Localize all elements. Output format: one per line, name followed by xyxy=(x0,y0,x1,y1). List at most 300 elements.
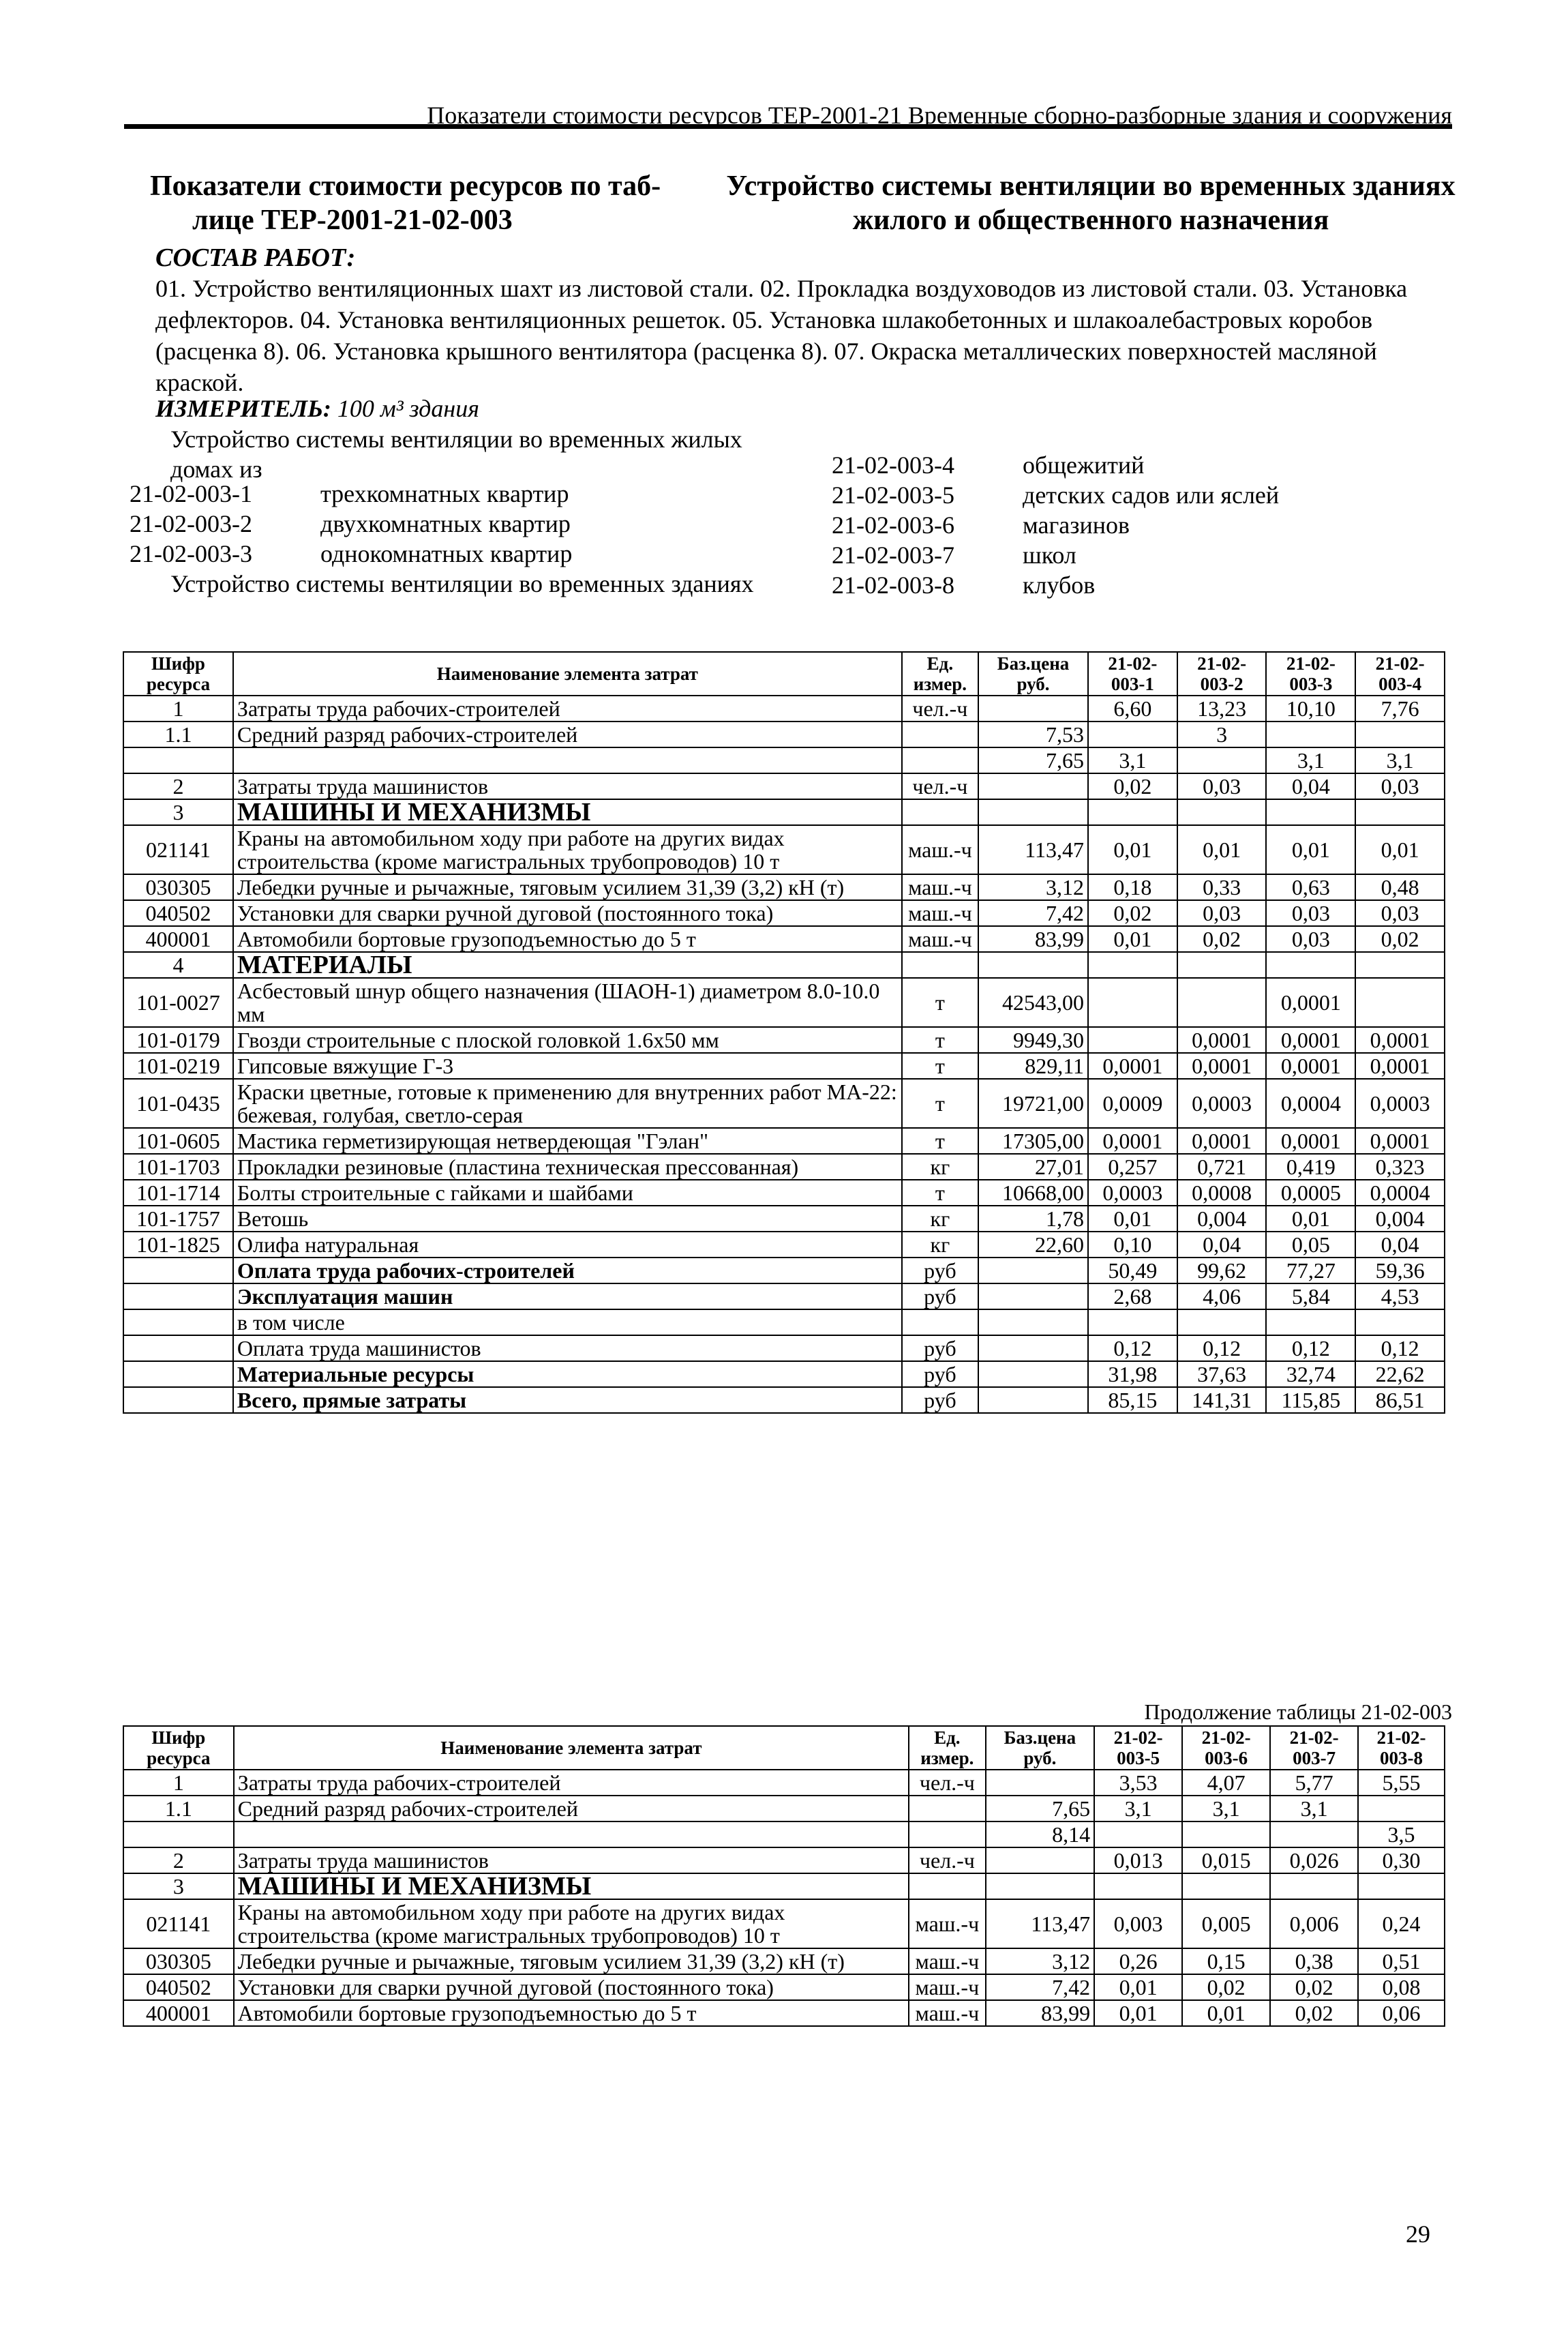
cell-price xyxy=(978,1258,1088,1283)
cell-unit: т xyxy=(902,1180,978,1206)
col-header: 21-02-003-2 xyxy=(1177,652,1267,696)
cell-value: 0,01 xyxy=(1088,926,1177,952)
cell-name: МАШИНЫ И МЕХАНИЗМЫ xyxy=(234,1873,909,1899)
table-row xyxy=(123,1974,1445,2000)
cell-name: Краски цветные, готовые к применению для внутренних работ МА-22: бежевая, голубая, светло-серая xyxy=(233,1079,902,1128)
table-row xyxy=(123,874,1445,900)
title-right-line1: Устройство системы вентиляции во временных зданиях xyxy=(726,170,1456,202)
cell-value: 0,15 xyxy=(1182,1948,1270,1974)
cell-value: 0,03 xyxy=(1355,900,1445,926)
cell-value: 0,0001 xyxy=(1088,1053,1177,1079)
cell-name: МАШИНЫ И МЕХАНИЗМЫ xyxy=(233,799,902,825)
cell-name: Затраты труда машинистов xyxy=(234,1847,909,1873)
cell-code: 101-0179 xyxy=(123,1027,233,1053)
col-header: 21-02-003-7 xyxy=(1270,1726,1358,1770)
cell-name xyxy=(233,747,902,773)
izmeritel xyxy=(155,394,479,423)
list-item: 21-02-003-8 клубов xyxy=(832,571,1096,599)
cell-code: 101-1714 xyxy=(123,1180,233,1206)
cell-value xyxy=(1182,1873,1270,1899)
cell-unit xyxy=(902,799,978,825)
cell-unit xyxy=(902,722,978,747)
cell-code xyxy=(123,1335,233,1361)
cell-unit: чел.-ч xyxy=(902,773,978,799)
cell-value: 0,02 xyxy=(1270,1974,1358,2000)
col-header: 21-02-003-8 xyxy=(1358,1726,1445,1770)
cell-value: 0,0009 xyxy=(1088,1079,1177,1128)
running-header: Показатели стоимости ресурсов ТЕР-2001-21 Временные сборно-разборные здания и сооружения xyxy=(427,102,1452,129)
col-header: Наименование элемента затрат xyxy=(234,1726,909,1770)
cell-value xyxy=(1088,978,1177,1027)
left-list xyxy=(130,479,784,569)
cell-value: 0,005 xyxy=(1182,1899,1270,1948)
cell-price xyxy=(978,1283,1088,1309)
izmeritel-value: 100 м³ здания xyxy=(337,395,479,422)
cell-unit: маш.-ч xyxy=(902,926,978,952)
table-row xyxy=(123,1335,1445,1361)
cell-value: 5,55 xyxy=(1358,1770,1445,1796)
cell-value: 0,38 xyxy=(1270,1948,1358,1974)
cell-value xyxy=(1177,1309,1267,1335)
cell-value: 0,12 xyxy=(1088,1335,1177,1361)
cell-code: 1.1 xyxy=(123,722,233,747)
cell-value: 3 xyxy=(1177,722,1267,747)
table-row xyxy=(123,2000,1445,2026)
title-left-line1: Показатели стоимости ресурсов по таб- xyxy=(150,170,661,202)
cell-value: 3,5 xyxy=(1358,1821,1445,1847)
cell-unit: чел.-ч xyxy=(902,696,978,722)
cell-unit: руб xyxy=(902,1283,978,1309)
cell-value xyxy=(1355,722,1445,747)
cell-value: 4,07 xyxy=(1182,1770,1270,1796)
cell-unit: маш.-ч xyxy=(909,2000,986,2026)
cell-value: 0,323 xyxy=(1355,1154,1445,1180)
cell-unit: кг xyxy=(902,1206,978,1232)
cell-value xyxy=(1266,952,1355,978)
cell-unit: кг xyxy=(902,1232,978,1258)
table-row xyxy=(123,900,1445,926)
cell-value: 0,0005 xyxy=(1266,1180,1355,1206)
cell-value: 0,0003 xyxy=(1177,1079,1267,1128)
cell-value xyxy=(1177,799,1267,825)
cell-price xyxy=(978,1309,1088,1335)
table-row xyxy=(123,747,1445,773)
cell-value: 0,419 xyxy=(1266,1154,1355,1180)
cell-unit xyxy=(909,1821,986,1847)
cell-price xyxy=(978,773,1088,799)
cell-price: 42543,00 xyxy=(978,978,1088,1027)
cell-value xyxy=(1355,978,1445,1027)
cell-value xyxy=(1177,978,1267,1027)
table-row xyxy=(123,773,1445,799)
cell-value: 0,26 xyxy=(1094,1948,1182,1974)
col-header: Баз.цена руб. xyxy=(978,652,1088,696)
table-row xyxy=(123,1258,1445,1283)
cell-unit: т xyxy=(902,1128,978,1154)
cell-code: 101-0605 xyxy=(123,1128,233,1154)
cell-price: 17305,00 xyxy=(978,1128,1088,1154)
cell-price: 113,47 xyxy=(978,825,1088,874)
cell-value: 0,0003 xyxy=(1355,1079,1445,1128)
cell-value: 0,03 xyxy=(1355,773,1445,799)
cell-price xyxy=(978,952,1088,978)
cell-code: 021141 xyxy=(123,825,233,874)
table-row xyxy=(123,926,1445,952)
list-item: 21-02-003-5 детских садов или яслей xyxy=(832,481,1280,509)
table-row xyxy=(123,1873,1445,1899)
cell-value: 0,006 xyxy=(1270,1899,1358,1948)
cell-value: 0,01 xyxy=(1088,1206,1177,1232)
cell-unit: т xyxy=(902,1053,978,1079)
cell-value: 0,0001 xyxy=(1177,1128,1267,1154)
cell-value: 32,74 xyxy=(1266,1361,1355,1387)
table-header-row xyxy=(123,1726,1445,1770)
list-item: 21-02-003-1 трехкомнатных квартир xyxy=(130,480,569,507)
table-row xyxy=(123,1053,1445,1079)
cell-value: 3,53 xyxy=(1094,1770,1182,1796)
cell-value: 0,12 xyxy=(1266,1335,1355,1361)
cell-value: 86,51 xyxy=(1355,1387,1445,1413)
resource-table-1 xyxy=(123,651,1445,1414)
cell-unit: маш.-ч xyxy=(909,1899,986,1948)
cell-value: 0,0001 xyxy=(1355,1027,1445,1053)
cell-name: Автомобили бортовые грузоподъемностью до 5 т xyxy=(234,2000,909,2026)
cell-value: 0,30 xyxy=(1358,1847,1445,1873)
cell-code: 1.1 xyxy=(123,1796,234,1821)
cell-value: 2,68 xyxy=(1088,1283,1177,1309)
cell-code: 1 xyxy=(123,1770,234,1796)
header-rule xyxy=(124,124,1452,129)
cell-value: 50,49 xyxy=(1088,1258,1177,1283)
cell-code: 3 xyxy=(123,1873,234,1899)
cell-value: 115,85 xyxy=(1266,1387,1355,1413)
cell-code xyxy=(123,1258,233,1283)
cell-value: 0,0001 xyxy=(1266,1027,1355,1053)
table-row xyxy=(123,1206,1445,1232)
cell-name: Средний разряд рабочих-строителей xyxy=(234,1796,909,1821)
title-left-line2: лице ТЕР-2001-21-02-003 xyxy=(192,205,513,236)
cell-unit: т xyxy=(902,978,978,1027)
cell-value: 3,1 xyxy=(1270,1796,1358,1821)
col-header: 21-02-003-6 xyxy=(1182,1726,1270,1770)
cell-name: Оплата труда рабочих-строителей xyxy=(233,1258,902,1283)
cell-value: 0,63 xyxy=(1266,874,1355,900)
cell-value xyxy=(1177,952,1267,978)
cell-value xyxy=(1088,1309,1177,1335)
cell-value: 5,84 xyxy=(1266,1283,1355,1309)
cell-value xyxy=(1088,722,1177,747)
cell-value: 13,23 xyxy=(1177,696,1267,722)
cell-name: Средний разряд рабочих-строителей xyxy=(233,722,902,747)
cell-code: 1 xyxy=(123,696,233,722)
cell-value xyxy=(1355,952,1445,978)
cell-name: МАТЕРИАЛЫ xyxy=(233,952,902,978)
cell-value: 22,62 xyxy=(1355,1361,1445,1387)
cell-value xyxy=(1266,1309,1355,1335)
table-row xyxy=(123,1361,1445,1387)
cell-code: 101-0435 xyxy=(123,1079,233,1128)
cell-value: 0,03 xyxy=(1266,926,1355,952)
col-header: 21-02-003-1 xyxy=(1088,652,1177,696)
cell-value: 0,12 xyxy=(1355,1335,1445,1361)
cell-value: 0,721 xyxy=(1177,1154,1267,1180)
table-row xyxy=(123,1027,1445,1053)
table-row xyxy=(123,1283,1445,1309)
cell-unit xyxy=(902,1309,978,1335)
cell-name: Затраты труда рабочих-строителей xyxy=(234,1770,909,1796)
cell-value: 0,257 xyxy=(1088,1154,1177,1180)
izmeritel-label: ИЗМЕРИТЕЛЬ: xyxy=(155,395,331,422)
cell-price: 27,01 xyxy=(978,1154,1088,1180)
col-header: Наименование элемента затрат xyxy=(233,652,902,696)
cell-unit: руб xyxy=(902,1387,978,1413)
cell-value: 0,01 xyxy=(1266,1206,1355,1232)
list-item: 21-02-003-6 магазинов xyxy=(832,511,1130,539)
cell-value: 10,10 xyxy=(1266,696,1355,722)
cell-value: 0,0008 xyxy=(1177,1180,1267,1206)
cell-code: 021141 xyxy=(123,1899,234,1948)
cell-code: 2 xyxy=(123,773,233,799)
cell-unit xyxy=(902,747,978,773)
table-row xyxy=(123,1948,1445,1974)
cell-value: 0,004 xyxy=(1177,1206,1267,1232)
cell-unit: руб xyxy=(902,1361,978,1387)
table-row xyxy=(123,978,1445,1027)
cell-value: 0,01 xyxy=(1094,1974,1182,2000)
cell-price: 1,78 xyxy=(978,1206,1088,1232)
cell-value: 0,01 xyxy=(1182,2000,1270,2026)
cell-unit: руб xyxy=(902,1258,978,1283)
cell-value: 0,05 xyxy=(1266,1232,1355,1258)
cell-name: Затраты труда рабочих-строителей xyxy=(233,696,902,722)
cell-code xyxy=(123,1387,233,1413)
cell-value: 0,18 xyxy=(1088,874,1177,900)
table-row xyxy=(123,1180,1445,1206)
cell-value: 0,015 xyxy=(1182,1847,1270,1873)
cell-name: Гвозди строительные с плоской головкой 1.6х50 мм xyxy=(233,1027,902,1053)
cell-name: Эксплуатация машин xyxy=(233,1283,902,1309)
cell-value: 0,0001 xyxy=(1266,978,1355,1027)
cell-price: 113,47 xyxy=(986,1899,1094,1948)
col-header: 21-02-003-5 xyxy=(1094,1726,1182,1770)
cell-name: Асбестовый шнур общего назначения (ШАОН-1) диаметром 8.0-10.0 мм xyxy=(233,978,902,1027)
cell-price: 7,53 xyxy=(978,722,1088,747)
table-row xyxy=(123,1154,1445,1180)
cell-value: 0,04 xyxy=(1177,1232,1267,1258)
cell-value xyxy=(1088,799,1177,825)
table-row xyxy=(123,825,1445,874)
cell-value xyxy=(1355,799,1445,825)
cell-price: 3,12 xyxy=(978,874,1088,900)
cell-name: Затраты труда машинистов xyxy=(233,773,902,799)
cell-value: 0,01 xyxy=(1088,825,1177,874)
cell-value: 0,01 xyxy=(1266,825,1355,874)
cell-value xyxy=(1266,799,1355,825)
cell-value: 77,27 xyxy=(1266,1258,1355,1283)
cell-name xyxy=(234,1821,909,1847)
cell-value: 99,62 xyxy=(1177,1258,1267,1283)
cell-code: 101-1757 xyxy=(123,1206,233,1232)
cell-price: 8,14 xyxy=(986,1821,1094,1847)
cell-name: Установки для сварки ручной дуговой (постоянного тока) xyxy=(233,900,902,926)
table-row xyxy=(123,952,1445,978)
cell-price: 19721,00 xyxy=(978,1079,1088,1128)
cell-price xyxy=(986,1847,1094,1873)
cell-value: 3,1 xyxy=(1088,747,1177,773)
cell-name: Лебедки ручные и рычажные, тяговым усилием 31,39 (3,2) кН (т) xyxy=(233,874,902,900)
cell-value: 85,15 xyxy=(1088,1387,1177,1413)
cell-value: 0,004 xyxy=(1355,1206,1445,1232)
cell-unit: руб xyxy=(902,1335,978,1361)
cell-code: 030305 xyxy=(123,1948,234,1974)
left-list-intro: Устройство системы вентиляции во временных жилых домах из xyxy=(170,426,742,483)
cell-price: 3,12 xyxy=(986,1948,1094,1974)
table-row xyxy=(123,1309,1445,1335)
cell-value xyxy=(1266,722,1355,747)
cell-value: 7,76 xyxy=(1355,696,1445,722)
cell-value: 6,60 xyxy=(1088,696,1177,722)
cell-value: 0,0001 xyxy=(1266,1128,1355,1154)
cell-value xyxy=(1177,747,1267,773)
cell-price xyxy=(978,1335,1088,1361)
cell-value xyxy=(1358,1796,1445,1821)
cell-value: 37,63 xyxy=(1177,1361,1267,1387)
cell-unit: т xyxy=(902,1027,978,1053)
list-item: 21-02-003-4 общежитий xyxy=(832,451,1145,479)
cell-price: 7,42 xyxy=(978,900,1088,926)
cell-value: 0,02 xyxy=(1088,900,1177,926)
cell-code: 101-1703 xyxy=(123,1154,233,1180)
cell-price xyxy=(986,1770,1094,1796)
cell-value: 3,1 xyxy=(1094,1796,1182,1821)
cell-value: 0,0001 xyxy=(1355,1128,1445,1154)
cell-value: 141,31 xyxy=(1177,1387,1267,1413)
cell-name: Гипсовые вяжущие Г-3 xyxy=(233,1053,902,1079)
cell-value: 3,1 xyxy=(1355,747,1445,773)
cell-value: 3,1 xyxy=(1266,747,1355,773)
cell-value: 0,0003 xyxy=(1088,1180,1177,1206)
cell-price: 83,99 xyxy=(986,2000,1094,2026)
table-row xyxy=(123,1899,1445,1948)
cell-value: 0,013 xyxy=(1094,1847,1182,1873)
work-title xyxy=(709,169,1473,237)
list-item: 21-02-003-3 однокомнатных квартир xyxy=(130,540,573,567)
cell-value xyxy=(1094,1873,1182,1899)
cell-code: 101-0219 xyxy=(123,1053,233,1079)
cell-value: 0,0001 xyxy=(1355,1053,1445,1079)
cell-unit: маш.-ч xyxy=(909,1974,986,2000)
cell-value: 0,01 xyxy=(1355,825,1445,874)
table-row xyxy=(123,1821,1445,1847)
cell-value: 0,48 xyxy=(1355,874,1445,900)
table-header-row xyxy=(123,652,1445,696)
page-number: 29 xyxy=(1406,2220,1430,2248)
col-header: 21-02-003-4 xyxy=(1355,652,1445,696)
cell-unit: чел.-ч xyxy=(909,1770,986,1796)
sostav-heading: СОСТАВ РАБОТ: xyxy=(155,243,356,272)
cell-name: Автомобили бортовые грузоподъемностью до 5 т xyxy=(233,926,902,952)
cell-value: 0,026 xyxy=(1270,1847,1358,1873)
table-row xyxy=(123,1387,1445,1413)
cell-name: Материальные ресурсы xyxy=(233,1361,902,1387)
cell-code: 4 xyxy=(123,952,233,978)
cell-value: 0,06 xyxy=(1358,2000,1445,2026)
cell-unit: маш.-ч xyxy=(902,900,978,926)
table-title xyxy=(150,169,661,237)
cell-value: 0,03 xyxy=(1177,773,1267,799)
cell-price: 7,65 xyxy=(986,1796,1094,1821)
cell-value xyxy=(1270,1821,1358,1847)
cell-value: 59,36 xyxy=(1355,1258,1445,1283)
cell-value: 0,03 xyxy=(1266,900,1355,926)
col-header: Ед. измер. xyxy=(902,652,978,696)
list-item: 21-02-003-7 школ xyxy=(832,541,1076,569)
table-row xyxy=(123,799,1445,825)
cell-code: 101-1825 xyxy=(123,1232,233,1258)
cell-price xyxy=(978,696,1088,722)
cell-price: 7,65 xyxy=(978,747,1088,773)
cell-price: 22,60 xyxy=(978,1232,1088,1258)
cell-name: Болты строительные с гайками и шайбами xyxy=(233,1180,902,1206)
cell-code: 030305 xyxy=(123,874,233,900)
cell-code xyxy=(123,1821,234,1847)
cell-value: 3,1 xyxy=(1182,1796,1270,1821)
cell-code: 040502 xyxy=(123,900,233,926)
cell-code xyxy=(123,1361,233,1387)
cell-code xyxy=(123,1309,233,1335)
col-header: Баз.цена руб. xyxy=(986,1726,1094,1770)
cell-name: Краны на автомобильном ходу при работе на других видах строительства (кроме магистральных трубопроводов) 10 т xyxy=(233,825,902,874)
left-list-outro: Устройство системы вентиляции во временных зданиях xyxy=(170,570,754,597)
cell-value: 0,51 xyxy=(1358,1948,1445,1974)
right-list xyxy=(832,450,1445,600)
cell-value: 0,24 xyxy=(1358,1899,1445,1948)
cell-price: 829,11 xyxy=(978,1053,1088,1079)
cell-code: 3 xyxy=(123,799,233,825)
cell-unit xyxy=(902,952,978,978)
cell-name: Краны на автомобильном ходу при работе на других видах строительства (кроме магистральных трубопроводов) 10 т xyxy=(234,1899,909,1948)
cell-value: 0,02 xyxy=(1182,1974,1270,2000)
cell-value xyxy=(1270,1873,1358,1899)
title-right-line2: жилого и общественного назначения xyxy=(852,205,1329,236)
cell-value: 0,04 xyxy=(1266,773,1355,799)
cell-name: Установки для сварки ручной дуговой (постоянного тока) xyxy=(234,1974,909,2000)
cell-value: 0,0001 xyxy=(1177,1027,1267,1053)
cell-value: 0,04 xyxy=(1355,1232,1445,1258)
cell-value: 0,01 xyxy=(1177,825,1267,874)
table-row xyxy=(123,1847,1445,1873)
cell-name: Мастика герметизирующая нетвердеющая "Гэлан" xyxy=(233,1128,902,1154)
cell-value: 0,02 xyxy=(1177,926,1267,952)
cell-unit: маш.-ч xyxy=(902,825,978,874)
cell-name: Лебедки ручные и рычажные, тяговым усилием 31,39 (3,2) кН (т) xyxy=(234,1948,909,1974)
cell-value xyxy=(1088,952,1177,978)
cell-value: 0,02 xyxy=(1270,2000,1358,2026)
table-row xyxy=(123,1770,1445,1796)
cell-name: Олифа натуральная xyxy=(233,1232,902,1258)
cell-name: в том числе xyxy=(233,1309,902,1335)
cell-code xyxy=(123,747,233,773)
cell-value: 31,98 xyxy=(1088,1361,1177,1387)
cell-value xyxy=(1358,1873,1445,1899)
col-header: Ед. измер. xyxy=(909,1726,986,1770)
cell-name: Ветошь xyxy=(233,1206,902,1232)
list-item: 21-02-003-2 двухкомнатных квартир xyxy=(130,510,571,537)
cell-value: 0,33 xyxy=(1177,874,1267,900)
cell-name: Оплата труда машинистов xyxy=(233,1335,902,1361)
cell-unit xyxy=(909,1796,986,1821)
table-row xyxy=(123,1128,1445,1154)
